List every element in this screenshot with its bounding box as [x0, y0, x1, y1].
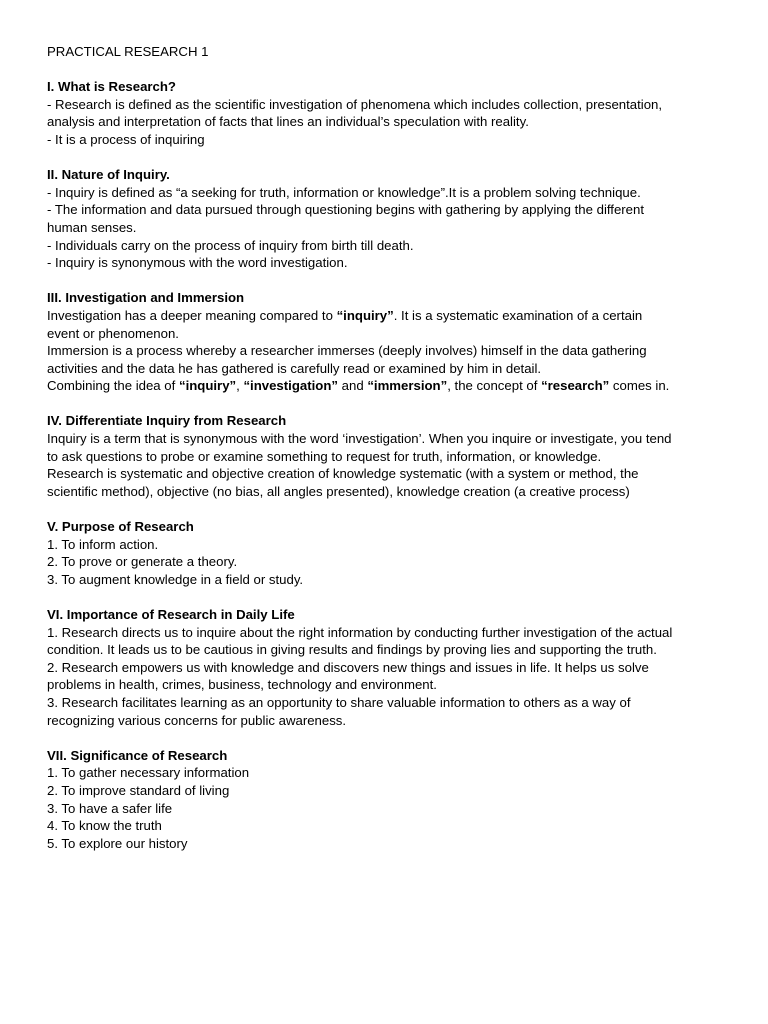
- paragraph-line: activities and the data he has gathered is carefully read or examined by him in detail.: [47, 360, 542, 376]
- section-importance-of-research: [47, 606, 737, 729]
- section-heading: VII. Significance of Research: [47, 747, 228, 763]
- list-item: 2. To improve standard of living: [47, 782, 230, 798]
- paragraph-line: - Individuals carry on the process of inquiry from birth till death.: [47, 237, 414, 253]
- section-heading: II. Nature of Inquiry.: [47, 167, 170, 183]
- list-item: 1. To inform action.: [47, 536, 159, 552]
- paragraph-line: Research is systematic and objective creation of knowledge systematic (with a system or method, the: [47, 466, 639, 482]
- bold-term: “research”: [541, 378, 610, 394]
- spacer: [47, 395, 737, 413]
- section-heading: VI. Importance of Research in Daily Life: [47, 607, 295, 622]
- text-run: Combining the idea of: [47, 378, 179, 394]
- paragraph-line: Immersion is a process whereby a researcher immerses (deeply involves) himself in the data gathering: [47, 343, 647, 359]
- section-purpose-of-research: [47, 518, 737, 588]
- paragraph-line: problems in health, crimes, business, technology and environment.: [47, 677, 437, 693]
- section-differentiate-inquiry: [47, 412, 737, 500]
- section-nature-of-inquiry: [47, 166, 737, 272]
- bold-term: “inquiry”: [336, 307, 394, 323]
- section-investigation-and-immersion: [47, 289, 737, 395]
- text-run: . It is a systematic examination of a certain: [393, 307, 643, 323]
- spacer: [47, 61, 737, 79]
- list-item: 3. To augment knowledge in a field or study.: [47, 571, 304, 587]
- section-heading: III. Investigation and Immersion: [47, 290, 245, 306]
- text-run: , the concept of: [447, 378, 542, 394]
- document-page: [47, 43, 737, 852]
- paragraph-line: [47, 307, 737, 325]
- list-item: 3. To have a safer life: [47, 800, 173, 816]
- paragraph-line: - Research is defined as the scientific investigation of phenomena which includes collection, presentation,: [47, 96, 663, 112]
- list-item: 1. To gather necessary information: [47, 765, 250, 781]
- section-significance-of-research: [47, 747, 737, 853]
- paragraph-line: 3. Research facilitates learning as an opportunity to share valuable information to others as a way of: [47, 694, 631, 710]
- spacer: [47, 588, 737, 606]
- paragraph-line: - Inquiry is defined as “a seeking for truth, information or knowledge”.It is a problem solving technique.: [47, 184, 641, 200]
- document-title: PRACTICAL RESEARCH 1: [47, 44, 209, 59]
- text-run: ,: [236, 378, 244, 394]
- bold-term: “immersion”: [367, 378, 448, 394]
- paragraph-line: - Inquiry is synonymous with the word investigation.: [47, 255, 348, 271]
- paragraph-line: event or phenomenon.: [47, 325, 179, 341]
- spacer: [47, 500, 737, 518]
- paragraph-line: analysis and interpretation of facts that lines an individual’s speculation with reality.: [47, 114, 529, 130]
- paragraph-line: - It is a process of inquiring: [47, 131, 205, 147]
- list-item: 2. To prove or generate a theory.: [47, 554, 238, 570]
- text-run: Investigation has a deeper meaning compared to: [47, 307, 337, 323]
- spacer: [47, 272, 737, 290]
- paragraph-line: - The information and data pursued through questioning begins with gathering by applying the different: [47, 202, 645, 218]
- text-run: comes in.: [609, 378, 670, 394]
- list-item: 4. To know the truth: [47, 818, 162, 834]
- paragraph-line: to ask questions to probe or examine something to request for truth, information, or knowledge.: [47, 448, 602, 464]
- paragraph-line: condition. It leads us to be cautious in giving results and findings by proving lies and supporting the truth.: [47, 642, 657, 658]
- text-run: and: [337, 378, 368, 394]
- paragraph-line: 2. Research empowers us with knowledge and discovers new things and issues in life. It helps us solve: [47, 659, 649, 675]
- paragraph-line: 1. Research directs us to inquire about the right information by conducting further investigation of the actual: [47, 624, 673, 640]
- section-heading: V. Purpose of Research: [47, 519, 194, 535]
- section-what-is-research: [47, 78, 737, 148]
- section-heading: I. What is Research?: [47, 79, 176, 95]
- bold-term: “investigation”: [243, 378, 338, 394]
- section-heading: IV. Differentiate Inquiry from Research: [47, 413, 287, 429]
- paragraph-line: recognizing various concerns for public awareness.: [47, 712, 347, 728]
- spacer: [47, 729, 737, 747]
- paragraph-line: Inquiry is a term that is synonymous with the word ‘investigation’. When you inquire or investigate, you tend: [47, 431, 672, 447]
- spacer: [47, 149, 737, 167]
- paragraph-line: human senses.: [47, 219, 137, 235]
- list-item: 5. To explore our history: [47, 835, 188, 851]
- bold-term: “inquiry”: [178, 378, 237, 394]
- paragraph-line: [47, 377, 737, 395]
- paragraph-line: scientific method), objective (no bias, all angles presented), knowledge creation (a creative process): [47, 483, 630, 499]
